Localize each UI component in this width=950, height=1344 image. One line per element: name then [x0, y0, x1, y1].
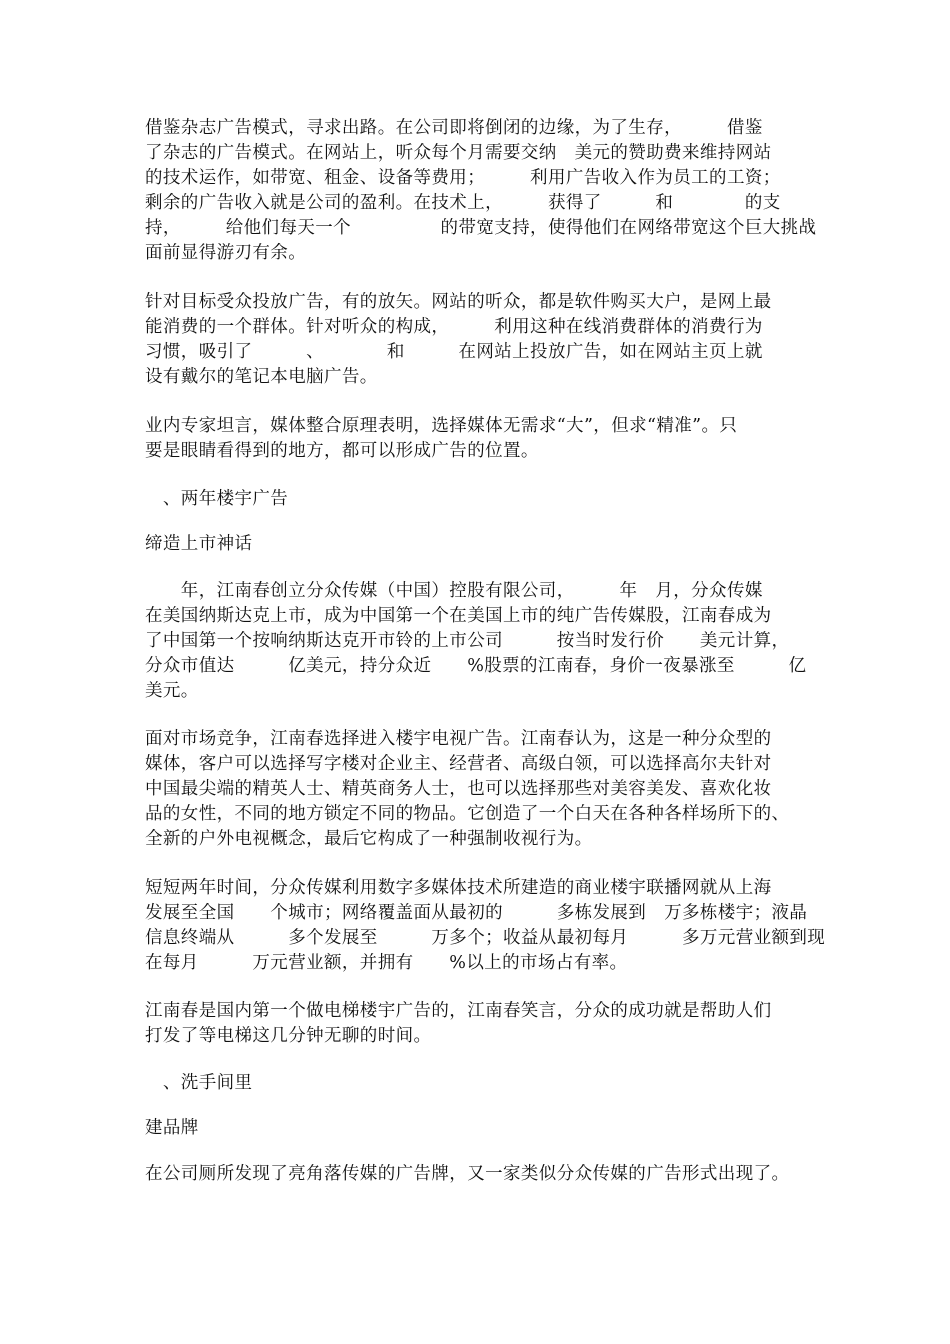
paragraph-line: 信息终端从 多个发展至 万多个；收益从最初每月 多万元营业额到现	[145, 928, 826, 948]
paragraph-line: 全新的户外电视概念，最后它构成了一种强制收视行为。	[145, 829, 593, 849]
paragraph-line: 江南春是国内第一个做电梯楼宇广告的，江南春笑言，分众的成功就是帮助人们	[145, 1001, 772, 1021]
paragraph-line: 业内专家坦言，媒体整合原理表明，选择媒体无需求“大”，但求“精准”。只	[145, 416, 738, 436]
paragraph-line: 借鉴杂志广告模式，寻求出路。在公司即将倒闭的边缘，为了生存， 借鉴	[145, 118, 763, 138]
paragraph-line: 短短两年时间，分众传媒利用数字多媒体技术所建造的商业楼宇联播网就从上海	[145, 878, 772, 898]
paragraph-line: 面前显得游刃有余。	[145, 243, 307, 263]
section-heading: 、洗手间里	[145, 1073, 253, 1093]
paragraph-line: 要是眼睛看得到的地方，都可以形成广告的位置。	[145, 441, 539, 461]
paragraph-line: 持， 给他们每天一个 的带宽支持，使得他们在网络带宽这个巨大挑战	[145, 218, 817, 238]
paragraph-line: 了杂志的广告模式。在网站上，听众每个月需要交纳 美元的赞助费来维持网站	[145, 143, 772, 163]
paragraph-line: 媒体，客户可以选择写字楼对企业主、经营者、高级白领，可以选择高尔夫针对	[145, 754, 772, 774]
paragraph-line: 在美国纳斯达克上市，成为中国第一个在美国上市的纯广告传媒股，江南春成为	[145, 606, 772, 626]
paragraph-line: 在每月 万元营业额，并拥有 %以上的市场占有率。	[145, 953, 628, 973]
paragraph-line: 品的女性，不同的地方锁定不同的物品。它创造了一个白天在各种各样场所下的、	[145, 804, 790, 824]
section-heading: 、两年楼宇广告	[145, 489, 289, 509]
paragraph-line: 设有戴尔的笔记本电脑广告。	[145, 367, 378, 387]
paragraph-line: 能消费的一个群体。针对听众的构成， 利用这种在线消费群体的消费行为	[145, 317, 763, 337]
paragraph-line: 剩余的广告收入就是公司的盈利。在技术上， 获得了 和 的支	[145, 193, 781, 213]
paragraph-line: 的技术运作，如带宽、租金、设备等费用； 利用广告收入作为员工的工资；	[145, 168, 781, 188]
section-subheading: 建品牌	[145, 1118, 199, 1138]
section-subheading: 缔造上市神话	[145, 534, 253, 554]
paragraph-line: 在公司厕所发现了亮角落传媒的广告牌，又一家类似分众传媒的广告形式出现了。	[145, 1164, 790, 1184]
paragraph-line: 面对市场竞争，江南春选择进入楼宇电视广告。江南春认为，这是一种分众型的	[145, 729, 772, 749]
paragraph-line: 习惯，吸引了 、 和 在网站上投放广告，如在网站主页上就	[145, 342, 763, 362]
paragraph-line: 年，江南春创立分众传媒（中国）控股有限公司， 年 月，分众传媒	[145, 581, 763, 601]
paragraph-line: 针对目标受众投放广告，有的放矢。网站的听众，都是软件购买大户，是网上最	[145, 292, 772, 312]
paragraph-line: 发展至全国 个城市；网络覆盖面从最初的 多栋发展到 万多栋楼宇；液晶	[145, 903, 808, 923]
paragraph-line: 分众市值达 亿美元，持分众近 %股票的江南春，身价一夜暴涨至 亿	[145, 656, 807, 676]
paragraph-line: 美元。	[145, 681, 199, 701]
paragraph-line: 打发了等电梯这几分钟无聊的时间。	[145, 1026, 432, 1046]
paragraph-line: 中国最尖端的精英人士、精英商务人士，也可以选择那些对美容美发、喜欢化妆	[145, 779, 772, 799]
paragraph-line: 了中国第一个按响纳斯达克开市铃的上市公司 按当时发行价 美元计算，	[145, 631, 790, 651]
